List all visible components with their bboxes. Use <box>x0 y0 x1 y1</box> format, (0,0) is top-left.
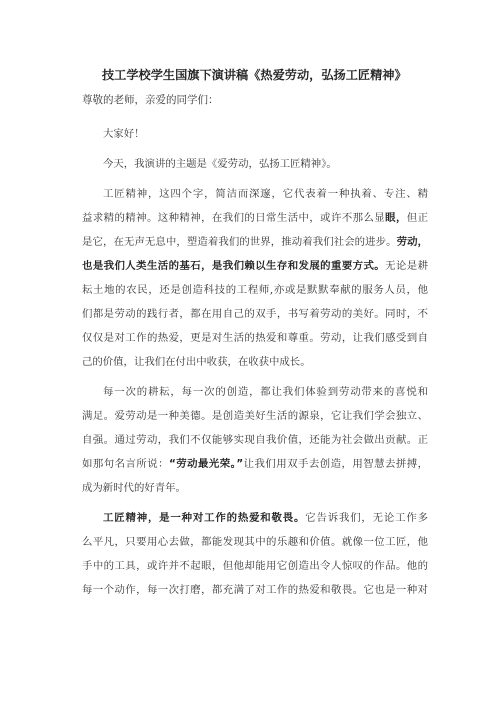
paragraph-text: 益求精的精神。这种精神，在我们的日常生活中，或许不那么显 <box>82 212 386 224</box>
paragraph-line: 工匠精神，这四个字，简洁而深邃，它代表着一种执着、专注、精 <box>103 188 428 200</box>
paragraph-line: 么平凡，只要用心去做，都能发现其中的乐趣和价值。就像一位工匠，他 <box>82 536 428 548</box>
paragraph-craftsman-spirit <box>82 182 428 374</box>
intro-paragraph <box>82 152 428 176</box>
greeting-line: 大家好！ <box>103 128 145 140</box>
paragraph-text: 如那句名言所说： <box>82 458 169 470</box>
paragraph-text: 它告诉我们，无论工作多 <box>305 512 428 524</box>
paragraph-text: 但正 <box>406 212 428 224</box>
bold-text: 也是我们人类生活的基石，是我们赖以生存和发展的重要方式。 <box>82 260 386 272</box>
paragraph-line: 己的价值，让我们在付出中收获，在收获中成长。 <box>82 356 311 368</box>
paragraph-line: 成为新时代的好青年。 <box>82 482 186 494</box>
paragraph-line: 仅仅是对工作的热爱，更是对生活的热爱和尊重。劳动，让我们感受到自 <box>82 332 428 344</box>
paragraph-line <box>82 452 428 476</box>
paragraph-line <box>82 230 428 254</box>
paragraph-line <box>82 206 428 230</box>
paragraph-love-labor <box>82 380 428 500</box>
paragraph-text: 无论是耕 <box>385 260 428 272</box>
bold-text: 劳动， <box>396 236 428 248</box>
paragraph-line: 每一个动作，每一次打磨，都充满了对工作的热爱和敬畏。它也是一种对 <box>82 584 428 596</box>
paragraph-line <box>82 254 428 278</box>
intro-line: 今天，我演讲的主题是《爱劳动，弘扬工匠精神》。 <box>103 158 337 170</box>
bold-text: 工匠精神，是一种对工作的热爱和敬畏。 <box>103 512 306 524</box>
paragraph-respect-work <box>82 506 428 602</box>
paragraph-line: 们都是劳动的践行者，都在用自己的双手，书写着劳动的美好。同时，不 <box>82 308 428 320</box>
bold-text: 眼， <box>385 212 407 224</box>
document-title: 技工学校学生国旗下演讲稿《热爱劳动，弘扬工匠精神》 <box>102 68 407 82</box>
greeting-paragraph <box>82 122 428 146</box>
paragraph-line: 满足。爱劳动是一种美德。是创造美好生活的源泉，它让我们学会独立、 <box>82 410 428 422</box>
paragraph-text: 是它，在无声无息中，塑造着我们的世界，推动着我们社会的进步。 <box>82 236 397 248</box>
paragraph-line: 自强。通过劳动，我们不仅能够实现自我价值，还能为社会做出贡献。正 <box>82 434 428 446</box>
paragraph-line: 每一次的耕耘，每一次的创造，都让我们体验到劳动带来的喜悦和 <box>103 386 428 398</box>
paragraph-line: 手中的工具，或许并不起眼，但他却能用它创造出令人惊叹的作品。他的 <box>82 560 428 572</box>
bold-quote: “劳动最光荣。” <box>168 458 244 470</box>
paragraph-line <box>82 506 428 530</box>
paragraph-text: 让我们用双手去创造，用智慧去拼搏， <box>243 458 428 470</box>
paragraph-line: 耘土地的农民，还是创造科技的工程师,亦或是默默奉献的服务人员，他 <box>82 284 428 296</box>
salutation: 尊敬的老师，亲爱的同学们： <box>82 94 219 106</box>
